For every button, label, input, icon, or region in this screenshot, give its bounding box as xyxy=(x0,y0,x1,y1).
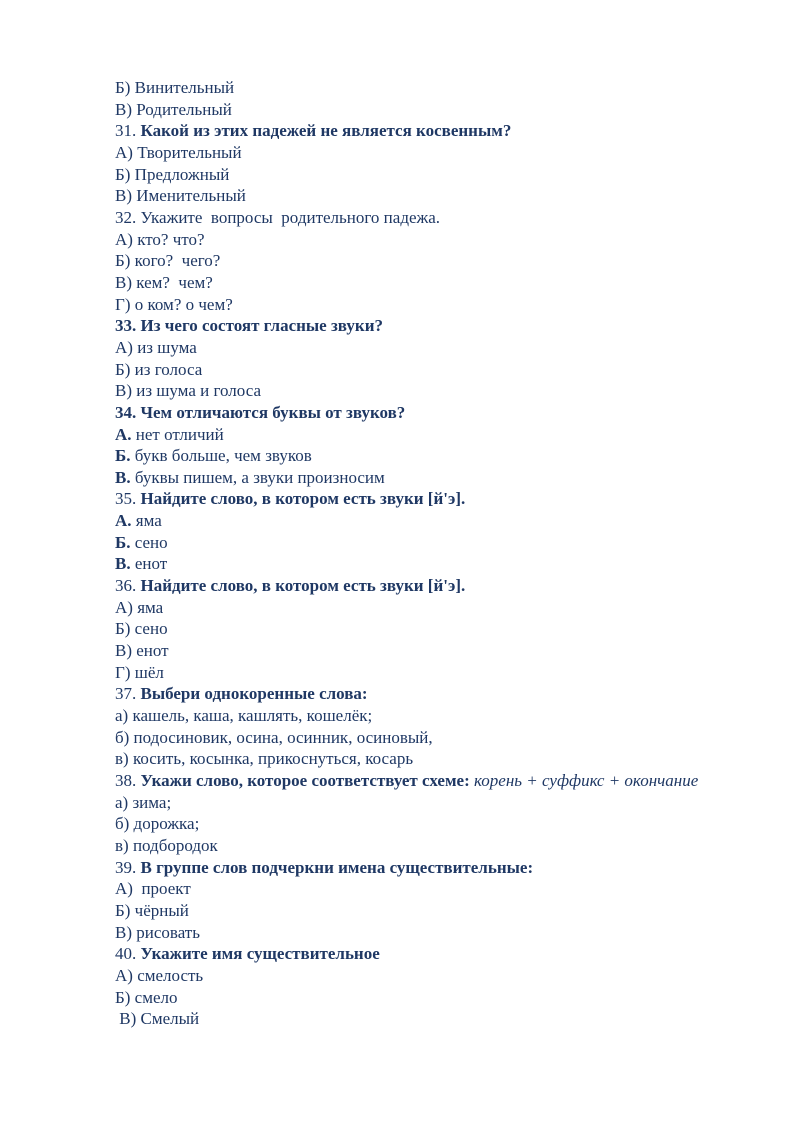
question xyxy=(115,207,715,229)
option-letter: Б. xyxy=(115,446,131,466)
option-text: А) проект xyxy=(115,879,191,899)
question-text: Найдите слово, в котором есть звуки [й'э]. xyxy=(140,489,466,509)
option-text: В) из шума и голоса xyxy=(115,381,261,401)
answer-option xyxy=(115,727,715,749)
answer-option xyxy=(115,380,715,402)
question xyxy=(115,402,715,424)
option-text: а) кашель, каша, кашлять, кошелёк; xyxy=(115,706,373,726)
option-text: А) из шума xyxy=(115,337,197,357)
question-number: 37. xyxy=(115,684,141,704)
answer-option xyxy=(115,705,715,727)
question-text: Выбери однокоренные слова: xyxy=(140,684,368,704)
question xyxy=(115,575,715,597)
option-text: нет отличий xyxy=(131,424,224,444)
answer-option xyxy=(115,445,715,467)
question-number: 35. xyxy=(115,489,141,509)
answer-option xyxy=(115,467,715,489)
question xyxy=(115,315,715,337)
answer-option xyxy=(115,640,715,662)
answer-option xyxy=(115,1008,715,1030)
question-number: 36. xyxy=(115,576,141,596)
answer-option xyxy=(115,965,715,987)
question-text: Укажите имя существительное xyxy=(140,944,380,964)
option-text: Г) о ком? о чем? xyxy=(115,294,233,314)
option-text: Б) чёрный xyxy=(115,900,189,920)
option-text: енот xyxy=(130,554,168,574)
answer-option xyxy=(115,229,715,251)
answer-option xyxy=(115,813,715,835)
option-text: Б) кого? чего? xyxy=(115,251,221,271)
option-letter: В. xyxy=(115,467,131,487)
answer-option xyxy=(115,597,715,619)
option-text: В) Смелый xyxy=(115,1009,200,1029)
question-number: 39. xyxy=(115,857,141,877)
option-text: Б) Предложный xyxy=(115,164,230,184)
question-number: 38. xyxy=(115,771,141,790)
answer-option xyxy=(115,922,715,944)
answer-option xyxy=(115,424,715,446)
option-text: Б) Винительный xyxy=(115,78,235,97)
answer-option xyxy=(115,510,715,532)
option-text: Б) из голоса xyxy=(115,359,203,379)
option-text: Г) шёл xyxy=(115,662,164,682)
answer-option xyxy=(115,359,715,381)
answer-option xyxy=(115,185,715,207)
option-text: б) подосиновик, осина, осинник, осиновый, xyxy=(115,727,433,747)
question-number: 32. xyxy=(115,207,141,227)
answer-option xyxy=(115,294,715,316)
question-text: В группе слов подчеркни имена существительные: xyxy=(140,857,534,877)
answer-option xyxy=(115,662,715,684)
option-letter: В. xyxy=(115,554,131,574)
answer-option xyxy=(115,987,715,1009)
question-text: 34. Чем отличаются буквы от звуков? xyxy=(115,402,406,422)
question xyxy=(115,683,715,705)
answer-option xyxy=(115,835,715,857)
answer-option xyxy=(115,748,715,770)
option-text: в) косить, косынка, прикоснуться, косарь xyxy=(115,749,414,769)
option-text: А) Творительный xyxy=(115,142,242,162)
question xyxy=(115,943,715,965)
option-text: букв больше, чем звуков xyxy=(130,446,312,466)
option-text: А) яма xyxy=(115,597,164,617)
answer-option xyxy=(115,792,715,814)
option-letter: А. xyxy=(115,424,132,444)
question xyxy=(115,488,715,510)
answer-option xyxy=(115,142,715,164)
answer-option xyxy=(115,250,715,272)
option-text: В) рисовать xyxy=(115,922,200,942)
question-text: Какой из этих падежей не является косвенным? xyxy=(140,121,512,141)
question-text: Укажите вопросы родительного падежа. xyxy=(140,207,441,227)
answer-option xyxy=(115,878,715,900)
option-text: Б) смело xyxy=(115,987,178,1007)
question-text: Укажи слово, которое соответствует схеме: xyxy=(140,771,474,790)
answer-option xyxy=(115,272,715,294)
option-text: б) дорожка; xyxy=(115,814,200,834)
question-text: Найдите слово, в котором есть звуки [й'э]. xyxy=(140,576,466,596)
option-text: В) кем? чем? xyxy=(115,272,213,292)
answer-option xyxy=(115,164,715,186)
test-questions-text xyxy=(115,77,715,1030)
answer-option xyxy=(115,553,715,575)
answer-option xyxy=(115,900,715,922)
option-text: В) енот xyxy=(115,641,169,661)
option-text: яма xyxy=(131,511,162,531)
question-number: 40. xyxy=(115,944,141,964)
answer-option xyxy=(115,618,715,640)
option-text: буквы пишем, а звуки произносим xyxy=(130,467,385,487)
answer-option xyxy=(115,99,715,121)
option-text: Б) сено xyxy=(115,619,168,639)
answer-option xyxy=(115,337,715,359)
option-text: в) подбородок xyxy=(115,835,218,855)
answer-option xyxy=(115,77,715,99)
option-text: а) зима; xyxy=(115,792,172,812)
scheme-text: корень + суффикс + окончание xyxy=(474,771,699,790)
option-text: В) Именительный xyxy=(115,186,246,206)
option-letter: Б. xyxy=(115,532,131,552)
option-text: сено xyxy=(130,532,168,552)
question-text: 33. Из чего состоят гласные звуки? xyxy=(115,316,383,336)
option-letter: А. xyxy=(115,511,132,531)
question xyxy=(115,120,715,142)
option-text: А) смелость xyxy=(115,965,204,985)
answer-option xyxy=(115,532,715,554)
option-text: В) Родительный xyxy=(115,99,232,119)
option-text: А) кто? что? xyxy=(115,229,205,249)
question xyxy=(115,770,715,792)
question-number: 31. xyxy=(115,121,141,141)
question xyxy=(115,857,715,879)
